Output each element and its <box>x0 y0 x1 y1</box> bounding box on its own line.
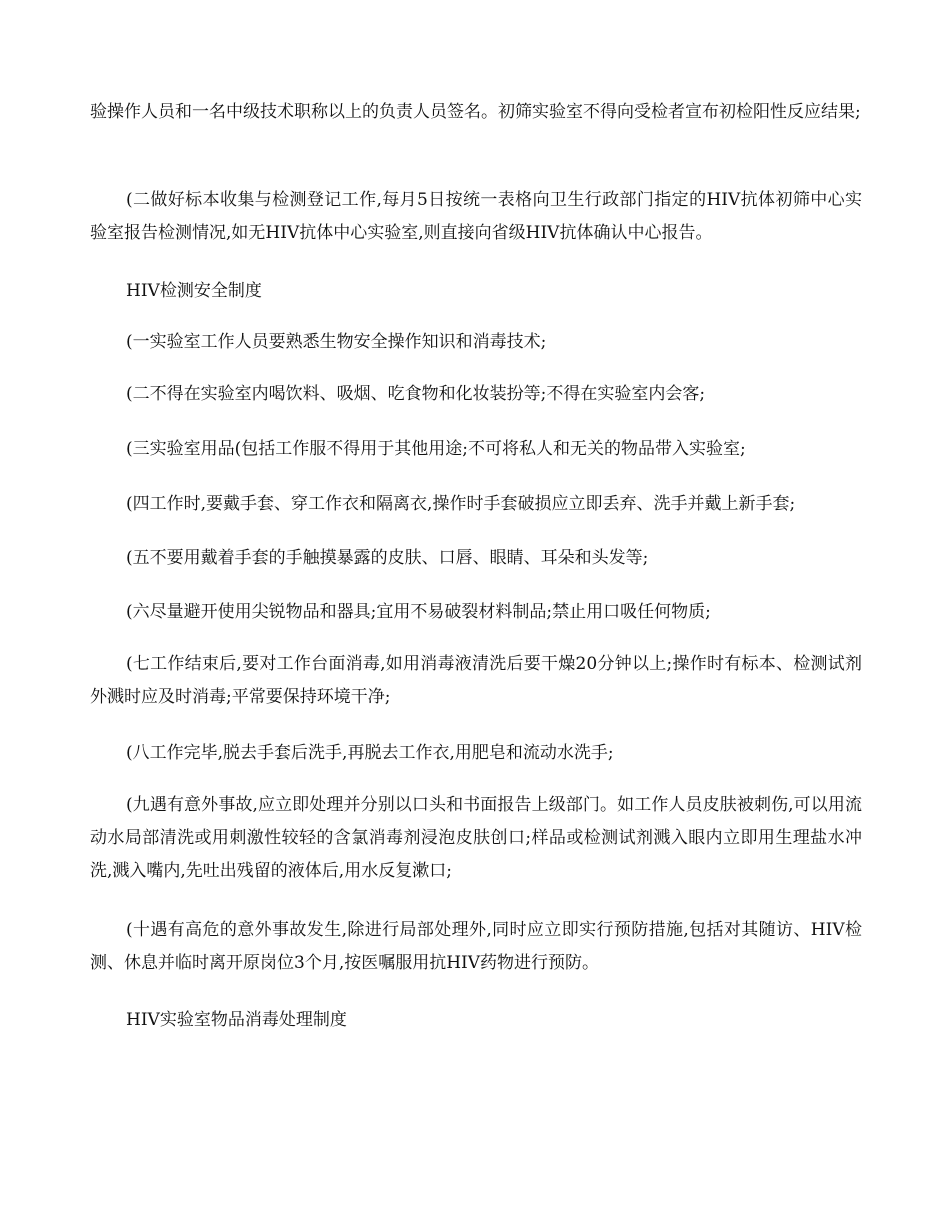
paragraph-safety-5: (五不要用戴着手套的手触摸暴露的皮肤、口唇、眼睛、耳朵和头发等; <box>126 548 649 568</box>
paragraph-continuation: 验操作人员和一名中级技术职称以上的负责人员签名。初筛实验室不得向受检者宣布初检阳性反应结果; <box>90 102 861 122</box>
paragraph-safety-7: (七工作结束后,要对工作台面消毒,如用消毒液清洗后要干燥20分钟以上;操作时有标本、检测试剂外溅时应及时消毒;平常要保持环境干净; <box>90 654 862 707</box>
paragraph-item-2: (二做好标本收集与检测登记工作,每月5日按统一表格向卫生行政部门指定的HIV抗体初筛中心实验室报告检测情况,如无HIV抗体中心实验室,则直接向省级HIV抗体确认中心报告。 <box>90 190 862 243</box>
section-heading-safety: HIV检测安全制度 <box>126 281 262 301</box>
section-heading-disinfection: HIV实验室物品消毒处理制度 <box>126 1010 347 1030</box>
paragraph-safety-2: (二不得在实验室内喝饮料、吸烟、吃食物和化妆装扮等;不得在实验室内会客; <box>126 384 706 404</box>
paragraph-safety-9: (九遇有意外事故,应立即处理并分别以口头和书面报告上级部门。如工作人员皮肤被刺伤,可以用流动水局部清洗或用刺激性较轻的含氯消毒剂浸泡皮肤创口;样品或检测试剂溅入眼内立即用生理盐水冲洗,溅入嘴内,先吐出残留的液体后,用水反复漱口; <box>90 795 862 881</box>
paragraph-safety-4: (四工作时,要戴手套、穿工作衣和隔离衣,操作时手套破损应立即丢弃、洗手并戴上新手套; <box>126 494 796 514</box>
paragraph-safety-10: (十遇有高危的意外事故发生,除进行局部处理外,同时应立即实行预防措施,包括对其随访、HIV检测、休息并临时离开原岗位3个月,按医嘱服用抗HIV药物进行预防。 <box>90 920 862 973</box>
paragraph-safety-1: (一实验室工作人员要熟悉生物安全操作知识和消毒技术; <box>126 332 547 352</box>
paragraph-safety-8: (八工作完毕,脱去手套后洗手,再脱去工作衣,用肥皂和流动水洗手; <box>126 743 614 763</box>
paragraph-safety-3: (三实验室用品(包括工作服不得用于其他用途;不可将私人和无关的物品带入实验室; <box>126 439 746 459</box>
paragraph-safety-6: (六尽量避开使用尖锐物品和器具;宜用不易破裂材料制品;禁止用口吸任何物质; <box>126 602 711 622</box>
